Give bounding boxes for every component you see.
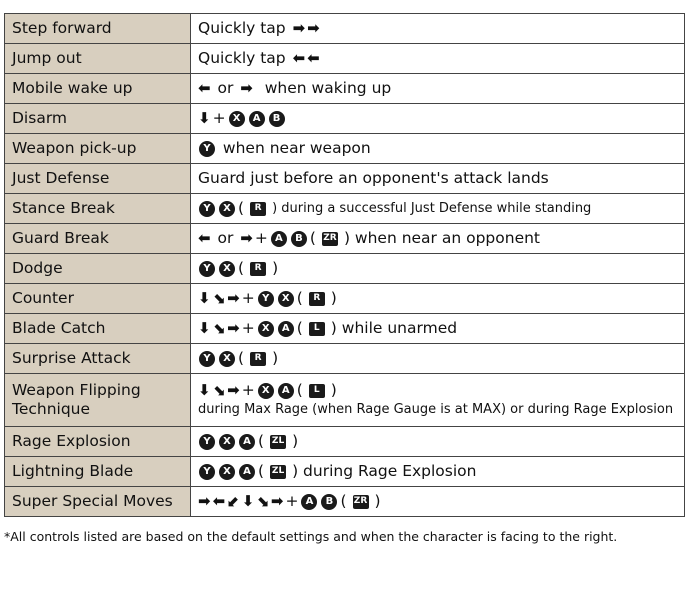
command-text: ( bbox=[258, 462, 265, 480]
command-text: + bbox=[241, 289, 255, 307]
button-x-icon: X bbox=[258, 321, 274, 337]
command-text: + bbox=[285, 492, 299, 510]
right-arrow-icon: ➡ bbox=[198, 492, 211, 510]
command-line bbox=[198, 432, 684, 451]
move-command bbox=[191, 44, 685, 74]
move-command bbox=[191, 194, 685, 224]
left-arrow-icon: ⬅ bbox=[212, 492, 226, 510]
command-line bbox=[198, 79, 684, 98]
table-row bbox=[5, 14, 685, 44]
table-row bbox=[5, 254, 685, 284]
command-text: + bbox=[241, 381, 255, 399]
button-a-icon: A bbox=[278, 383, 294, 399]
table-row bbox=[5, 457, 685, 487]
button-zl-icon: ZL bbox=[270, 465, 286, 479]
down-arrow-icon: ⬇ bbox=[241, 492, 255, 510]
button-zr-icon: ZR bbox=[353, 495, 369, 509]
button-y-icon: Y bbox=[199, 351, 215, 367]
move-name: Stance Break bbox=[5, 194, 191, 224]
command-text: + bbox=[212, 109, 226, 127]
command-text: ( bbox=[296, 319, 303, 337]
button-r-icon: R bbox=[250, 202, 266, 216]
command-text: ) when near an opponent bbox=[343, 229, 541, 247]
move-name: Dodge bbox=[5, 254, 191, 284]
table-row bbox=[5, 344, 685, 374]
left-arrow-icon: ⬅ bbox=[198, 229, 211, 247]
move-name: Guard Break bbox=[5, 224, 191, 254]
move-command bbox=[191, 164, 685, 194]
command-line bbox=[198, 492, 684, 511]
move-command bbox=[191, 374, 685, 427]
down-right-arrow-icon: ⬊ bbox=[256, 492, 269, 510]
button-x-icon: X bbox=[258, 383, 274, 399]
table-row bbox=[5, 224, 685, 254]
command-text: ( bbox=[296, 381, 303, 399]
move-name: Jump out bbox=[5, 44, 191, 74]
button-y-icon: Y bbox=[199, 261, 215, 277]
command-text: ( bbox=[309, 229, 316, 247]
command-text: ( bbox=[238, 199, 245, 217]
button-a-icon: A bbox=[239, 434, 255, 450]
command-text: ) bbox=[272, 259, 279, 277]
button-l-icon: L bbox=[309, 384, 325, 398]
right-arrow-icon: ➡ bbox=[292, 19, 306, 37]
command-text: during Max Rage (when Rage Gauge is at MAX) or during Rage Explosion bbox=[198, 402, 674, 417]
down-arrow-icon: ⬇ bbox=[198, 109, 211, 127]
left-arrow-icon: ⬅ bbox=[307, 49, 320, 67]
button-a-icon: A bbox=[278, 321, 294, 337]
right-arrow-icon: ➡ bbox=[307, 19, 320, 37]
down-right-arrow-icon: ⬊ bbox=[212, 381, 226, 399]
command-line bbox=[198, 169, 684, 188]
move-command bbox=[191, 254, 685, 284]
command-text: ( bbox=[258, 432, 265, 450]
move-command bbox=[191, 427, 685, 457]
table-row bbox=[5, 194, 685, 224]
command-line bbox=[198, 139, 684, 158]
table-row bbox=[5, 104, 685, 134]
command-text: when waking up bbox=[254, 79, 392, 97]
command-text: ) bbox=[330, 381, 337, 399]
command-line bbox=[198, 289, 684, 308]
move-name: Weapon Flipping Technique bbox=[5, 374, 191, 427]
down-arrow-icon: ⬇ bbox=[198, 381, 211, 399]
command-text: Quickly tap bbox=[198, 49, 291, 67]
down-left-arrow-icon: ⬋ bbox=[227, 492, 240, 510]
button-a-icon: A bbox=[239, 464, 255, 480]
command-text: Guard just before an opponent's attack lands bbox=[198, 169, 549, 187]
move-name: Step forward bbox=[5, 14, 191, 44]
command-text: ) bbox=[330, 289, 337, 307]
right-arrow-icon: ➡ bbox=[240, 79, 253, 97]
controls-table-body bbox=[5, 14, 685, 517]
right-arrow-icon: ➡ bbox=[227, 319, 240, 337]
move-command bbox=[191, 487, 685, 517]
down-right-arrow-icon: ⬊ bbox=[212, 319, 226, 337]
table-row bbox=[5, 427, 685, 457]
command-text: + bbox=[241, 319, 255, 337]
button-a-icon: A bbox=[271, 231, 287, 247]
move-name: Counter bbox=[5, 284, 191, 314]
button-a-icon: A bbox=[249, 111, 265, 127]
command-text: ) bbox=[272, 349, 279, 367]
down-arrow-icon: ⬇ bbox=[198, 289, 211, 307]
table-row bbox=[5, 134, 685, 164]
move-name: Rage Explosion bbox=[5, 427, 191, 457]
move-command bbox=[191, 224, 685, 254]
button-x-icon: X bbox=[219, 261, 235, 277]
down-right-arrow-icon: ⬊ bbox=[212, 289, 226, 307]
command-text: ) bbox=[374, 492, 381, 510]
command-line bbox=[198, 19, 684, 38]
move-command bbox=[191, 457, 685, 487]
command-text: or bbox=[212, 79, 239, 97]
button-y-icon: Y bbox=[258, 291, 274, 307]
table-row bbox=[5, 314, 685, 344]
move-command bbox=[191, 74, 685, 104]
button-l-icon: L bbox=[309, 322, 325, 336]
button-x-icon: X bbox=[219, 434, 235, 450]
command-text: ( bbox=[238, 349, 245, 367]
button-zl-icon: ZL bbox=[270, 435, 286, 449]
button-y-icon: Y bbox=[199, 434, 215, 450]
table-row bbox=[5, 374, 685, 427]
table-row bbox=[5, 44, 685, 74]
controls-table bbox=[4, 13, 685, 517]
move-name: Mobile wake up bbox=[5, 74, 191, 104]
command-line bbox=[198, 259, 684, 278]
command-text: or bbox=[212, 229, 239, 247]
button-y-icon: Y bbox=[199, 464, 215, 480]
button-x-icon: X bbox=[229, 111, 245, 127]
left-arrow-icon: ⬅ bbox=[198, 79, 211, 97]
button-a-icon: A bbox=[301, 494, 317, 510]
left-arrow-icon: ⬅ bbox=[292, 49, 306, 67]
move-name: Blade Catch bbox=[5, 314, 191, 344]
right-arrow-icon: ➡ bbox=[270, 492, 284, 510]
command-text: + bbox=[254, 229, 268, 247]
right-arrow-icon: ➡ bbox=[227, 381, 240, 399]
move-command bbox=[191, 134, 685, 164]
table-row bbox=[5, 284, 685, 314]
move-command bbox=[191, 284, 685, 314]
button-x-icon: X bbox=[219, 201, 235, 217]
right-arrow-icon: ➡ bbox=[227, 289, 240, 307]
command-text: ) during a successful Just Defense while standing bbox=[272, 201, 592, 216]
button-zr-icon: ZR bbox=[322, 232, 338, 246]
command-text: ) while unarmed bbox=[330, 319, 458, 337]
button-r-icon: R bbox=[250, 352, 266, 366]
command-line bbox=[198, 49, 684, 68]
move-name: Disarm bbox=[5, 104, 191, 134]
button-b-icon: B bbox=[321, 494, 337, 510]
button-x-icon: X bbox=[278, 291, 294, 307]
table-row bbox=[5, 487, 685, 517]
button-r-icon: R bbox=[250, 262, 266, 276]
command-line bbox=[198, 400, 684, 419]
down-arrow-icon: ⬇ bbox=[198, 319, 211, 337]
command-text: ) bbox=[292, 432, 299, 450]
command-line bbox=[198, 462, 684, 481]
move-command bbox=[191, 344, 685, 374]
move-name: Weapon pick-up bbox=[5, 134, 191, 164]
move-name: Lightning Blade bbox=[5, 457, 191, 487]
button-b-icon: B bbox=[291, 231, 307, 247]
button-x-icon: X bbox=[219, 464, 235, 480]
command-line bbox=[198, 229, 684, 248]
button-x-icon: X bbox=[219, 351, 235, 367]
command-line bbox=[198, 109, 684, 128]
move-name: Just Defense bbox=[5, 164, 191, 194]
command-text: ( bbox=[238, 259, 245, 277]
move-name: Surprise Attack bbox=[5, 344, 191, 374]
command-line bbox=[198, 349, 684, 368]
command-text: Quickly tap bbox=[198, 19, 291, 37]
command-line bbox=[198, 199, 684, 218]
footnote: *All controls listed are based on the default settings and when the character is facing to the right. bbox=[4, 529, 618, 544]
command-text: ( bbox=[340, 492, 347, 510]
command-text: ( bbox=[296, 289, 303, 307]
move-name: Super Special Moves bbox=[5, 487, 191, 517]
right-arrow-icon: ➡ bbox=[240, 229, 253, 247]
button-b-icon: B bbox=[269, 111, 285, 127]
button-y-icon: Y bbox=[199, 201, 215, 217]
move-command bbox=[191, 104, 685, 134]
command-text: ) during Rage Explosion bbox=[292, 462, 477, 480]
button-r-icon: R bbox=[309, 292, 325, 306]
command-line bbox=[198, 319, 684, 338]
table-row bbox=[5, 164, 685, 194]
table-row bbox=[5, 74, 685, 104]
button-y-icon: Y bbox=[199, 141, 215, 157]
move-command bbox=[191, 14, 685, 44]
move-command bbox=[191, 314, 685, 344]
command-line bbox=[198, 381, 684, 400]
command-text: when near weapon bbox=[218, 139, 371, 157]
